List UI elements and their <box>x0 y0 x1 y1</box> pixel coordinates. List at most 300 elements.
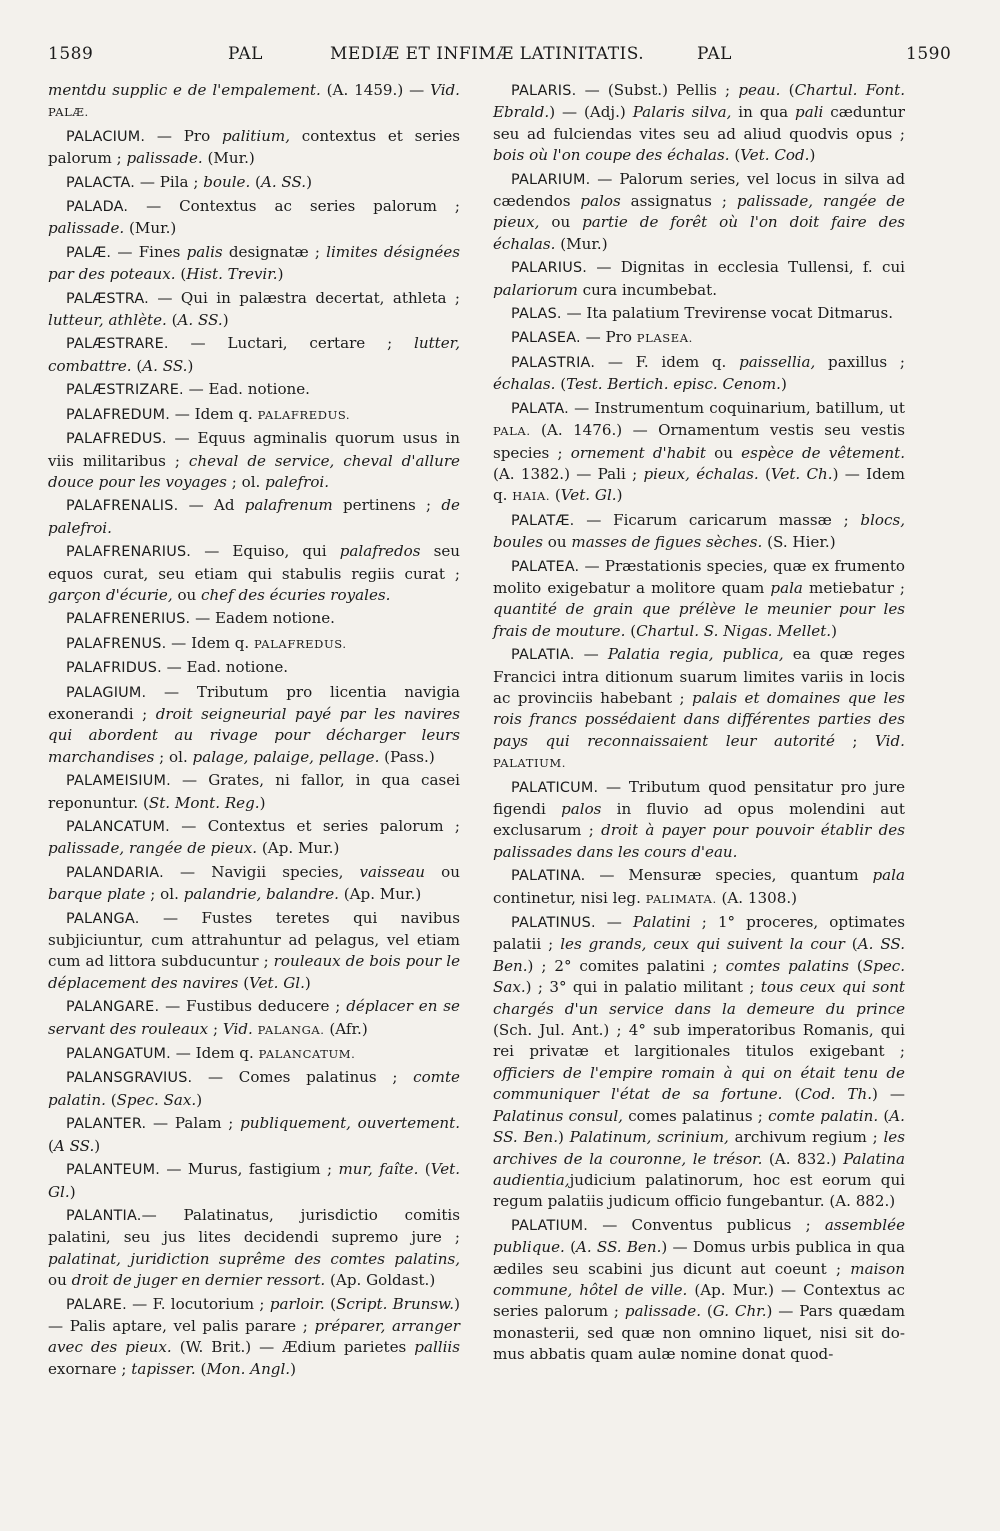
entry-text: (Sch. Jul. Ant.) ; 4° sub imperatoribus Romanis, qui rei privatæ et largitionales titulos exigebant ; <box>493 1021 905 1061</box>
cross-reference: PLASEA. <box>636 331 693 346</box>
dictionary-entry <box>48 333 460 377</box>
entry-text: (A. 1476.) — Ornamentum vestis seu vestis species ; <box>493 421 905 462</box>
french-gloss: vaisseau <box>359 862 426 881</box>
french-gloss: palandrie, balandre. <box>183 885 339 904</box>
dictionary-entry <box>48 862 460 906</box>
running-head-right: PAL <box>697 44 732 64</box>
french-gloss: palissade. <box>48 219 125 238</box>
entry-headword: PALAMEISIUM. <box>66 773 171 790</box>
entry-text: ( <box>758 464 771 483</box>
entry-text: in fluvio ad opus molendini aut exclusarum ; <box>493 800 905 840</box>
entry-text: ) <box>222 311 229 330</box>
french-gloss: assemblée publique. <box>493 1215 905 1257</box>
french-gloss: garçon d'écurie, <box>48 585 173 604</box>
entry-text: — Eadem notione. <box>190 609 335 628</box>
running-head-left: PAL <box>228 44 263 64</box>
entry-text: ) — <box>872 1085 906 1104</box>
french-gloss: pieux, échalas. <box>643 464 759 483</box>
entry-text: contextus et series palorum ; <box>48 126 460 168</box>
french-gloss: Vet. Gl. <box>560 486 617 505</box>
french-gloss: bois où l'on coupe des échalas. <box>493 146 730 165</box>
entry-text: — <box>595 913 633 932</box>
dictionary-entry <box>48 770 460 814</box>
french-gloss: A. SS. <box>142 356 188 375</box>
french-gloss: palissade, rangée de pieux, <box>493 192 905 232</box>
french-gloss: les archives de la couronne, le trésor. <box>493 1128 905 1168</box>
french-gloss: de palefroi. <box>48 496 460 537</box>
french-gloss: palafredos <box>339 542 421 561</box>
dictionary-entry <box>48 379 460 401</box>
french-gloss: palis <box>186 242 223 261</box>
entry-text: ) <box>304 973 311 992</box>
french-gloss: Vid. <box>430 81 460 99</box>
page-number-right: 1590 <box>906 44 952 64</box>
french-gloss: comtes palatins <box>725 956 849 975</box>
entry-headword: PALAFRENERIUS. <box>66 611 191 628</box>
entry-text: — Idem q. <box>169 404 258 423</box>
entry-text: ) <box>277 265 284 284</box>
dictionary-entry <box>48 1043 460 1065</box>
entry-headword: PALATIUM. <box>511 1217 589 1234</box>
entry-headword: PALARE. <box>66 1296 127 1313</box>
entry-text: ) <box>290 1359 296 1378</box>
entry-text: ou <box>48 1271 72 1290</box>
dictionary-entry <box>48 1113 460 1157</box>
entry-text: ) <box>259 793 266 812</box>
cross-reference: PALA. <box>493 424 531 439</box>
french-gloss: palariorum <box>493 280 578 299</box>
cross-reference: PALIMATA. <box>645 891 717 906</box>
entry-headword: PALANDARIA. <box>66 864 164 881</box>
french-gloss: A. SS. <box>177 311 223 330</box>
entry-text: ) — Domus urbis publica in qua ædiles seu scabini jus dicunt aut coeunt ; <box>493 1238 906 1278</box>
french-gloss: tous ceux qui sont chargés d'un service dans la demeure du prince <box>493 978 905 1018</box>
entry-text: ou <box>425 862 460 881</box>
french-gloss: A. SS. Ben. <box>493 1106 905 1147</box>
french-gloss: lutteur, athlète. <box>48 311 167 330</box>
entry-text: ( <box>780 81 795 99</box>
dictionary-entry <box>493 398 905 508</box>
entry-text: ( <box>250 172 261 191</box>
entry-headword: PALÆ. <box>66 244 112 261</box>
entry-headword: PALATIA. <box>511 647 575 664</box>
entry-text: ( <box>782 1085 801 1104</box>
entry-text: ) <box>306 172 312 191</box>
entry-text: paxillus ; <box>815 352 905 371</box>
entry-text: ( <box>701 1302 713 1321</box>
french-gloss: Palatina audientia, <box>493 1149 905 1189</box>
french-gloss: déplacer en se servant des rouleaux <box>48 997 460 1038</box>
french-gloss: pali <box>795 103 824 122</box>
dictionary-entry <box>48 288 460 332</box>
entry-headword: PALARIS. <box>511 83 577 99</box>
entry-text: ) <box>94 1136 101 1155</box>
entry-headword: PALACTA. <box>66 174 136 191</box>
entry-headword: PALAGIUM. <box>66 684 147 701</box>
cross-reference: PALAFREDUS. <box>254 636 347 651</box>
french-gloss: tapisser. <box>131 1359 196 1378</box>
dictionary-entry <box>48 657 460 679</box>
entry-text: — Mensuræ species, quantum <box>585 866 873 885</box>
french-gloss: Palatia regia, publica, <box>607 645 784 664</box>
entry-text: exornare ; <box>48 1359 132 1378</box>
dictionary-entry <box>493 169 905 256</box>
running-head-center: MEDIÆ ET INFIMÆ LATINITATIS. <box>330 44 645 64</box>
entry-headword: PALATINA. <box>511 868 586 885</box>
french-gloss: St. Mont. Reg. <box>148 793 260 812</box>
entry-text: — Tributum quod pensitatur pro jure figendi <box>493 777 905 818</box>
french-gloss: Hist. Trevir. <box>186 265 278 284</box>
entry-text: — Palam ; <box>146 1114 241 1133</box>
entry-text: ) <box>196 1090 203 1109</box>
entry-text: ) <box>780 375 787 394</box>
entry-text: — Contextus et series palorum ; <box>169 817 460 835</box>
entry-headword: PALATA. <box>511 400 569 417</box>
entry-text: — Murus, fastigium ; <box>159 1160 339 1179</box>
dictionary-entry <box>48 1067 460 1111</box>
french-gloss: publiquement, ouvertement. <box>240 1114 460 1133</box>
entry-headword: PALARIUS. <box>511 260 588 277</box>
dictionary-entry <box>48 1159 460 1203</box>
entry-text: designatæ ; <box>222 242 327 261</box>
french-gloss: palissade, rangée de pieux. <box>48 839 258 858</box>
entry-text: — Ficarum caricarum massæ ; <box>574 510 861 529</box>
dictionary-entry <box>48 80 460 124</box>
french-gloss: comte palatin. <box>48 1068 460 1109</box>
entry-text: ) — Pars quædam monasterii, sed quæ non omnino liquet, nisi sit domus abbatis quam aulæ nomine donat quod- <box>493 1302 906 1364</box>
entry-text: — Grates, ni fallor, in qua casei reponuntur. ( <box>48 771 460 812</box>
french-gloss: Palatini <box>632 913 691 932</box>
entry-text: (Mur.) <box>555 234 608 253</box>
entry-text: ) <box>558 1128 570 1147</box>
entry-text: — Qui in palæstra decertat, athleta ; <box>148 288 460 307</box>
entry-text: — F. locutorium ; <box>126 1294 270 1313</box>
entry-text: — <box>574 645 608 664</box>
dictionary-entry <box>48 908 460 995</box>
entry-text: (Ap. Mur.) <box>257 839 340 858</box>
entry-text: ( <box>105 1090 117 1109</box>
dictionary-entry <box>48 428 460 493</box>
french-gloss: mentdu supplic e de l'empalement. <box>48 81 321 99</box>
french-gloss: masses de figues sèches. <box>571 533 763 552</box>
entry-headword: PALAS. <box>511 306 562 323</box>
entry-text: ; ol. <box>154 747 193 766</box>
french-gloss: barque plate <box>48 885 146 904</box>
entry-text: ( <box>844 935 858 954</box>
dictionary-entry <box>48 1294 460 1381</box>
entry-headword: PALATINUS. <box>511 915 596 932</box>
entry-text: ) — Palis aptare, vel palis parare ; <box>48 1294 460 1335</box>
entry-headword: PALANCATUM. <box>66 819 170 835</box>
french-gloss: Vid. <box>222 1019 253 1038</box>
french-gloss: peau. <box>738 81 781 99</box>
french-gloss: palissade. <box>126 149 203 168</box>
entry-text: ( <box>48 1136 54 1155</box>
french-gloss: mur, faîte. <box>338 1160 419 1179</box>
entry-text: ( <box>195 1359 207 1378</box>
entry-text: ; <box>208 1019 223 1038</box>
french-gloss: comte palatin. <box>768 1106 879 1125</box>
french-gloss: chef des écuries royales. <box>201 585 391 604</box>
dictionary-entry <box>48 404 460 426</box>
french-gloss: palefroi. <box>265 472 330 491</box>
entry-text: ) <box>809 146 816 165</box>
entry-text: ; <box>834 731 876 750</box>
french-gloss: maison commune, hôtel de ville. <box>493 1259 905 1299</box>
entry-headword: PALASTRIA. <box>511 354 596 371</box>
entry-headword: PALANGARE. <box>66 999 160 1016</box>
entry-text: ou <box>539 213 583 232</box>
dictionary-entry <box>48 495 460 539</box>
entry-text: — Navigii species, <box>163 862 360 881</box>
dictionary-entry <box>48 996 460 1041</box>
entry-text: — Equiso, qui <box>191 542 340 561</box>
french-gloss: droit seigneurial payé par les navires qui abordent au rivage pour décharger leurs marchandises <box>48 704 460 766</box>
entry-text: ; ol. <box>145 885 184 904</box>
entry-text: — Fustibus deducere ; <box>159 997 347 1016</box>
cross-reference: PALANCATUM. <box>258 1047 356 1062</box>
french-gloss: Cod. Th. <box>800 1085 873 1104</box>
entry-headword: PALAFRENARIUS. <box>66 544 192 561</box>
cross-reference: HAIA. <box>512 489 551 504</box>
french-gloss: Palatinus consul, <box>493 1106 623 1125</box>
entry-headword: PALASEA. <box>511 330 581 347</box>
entry-text: ; ol. <box>226 472 266 491</box>
entry-text: ( <box>555 375 567 394</box>
entry-text: cæduntur seu ad fulciendas vites seu ad aliud quodvis opus ; <box>493 103 906 143</box>
french-gloss: Palatinum, scrinium, <box>569 1128 729 1147</box>
entry-headword: PALATICUM. <box>511 779 599 796</box>
entry-text: ( <box>878 1106 890 1125</box>
entry-text: — Luctari, certare ; <box>168 334 415 353</box>
entry-text: ) — (Adj.) <box>549 103 633 122</box>
entry-text: — Palatinatus, jurisdictio comitis palatini, seu jus lites decidendi supremo jure ; <box>48 1205 460 1247</box>
french-gloss: palafrenum <box>244 496 333 515</box>
entry-text: — Ad <box>178 496 245 515</box>
french-gloss: palos <box>561 800 602 818</box>
entry-text: ) <box>69 1182 76 1201</box>
entry-text: — Ita palatium Trevirense vocat Ditmarus. <box>561 304 894 323</box>
french-gloss: palage, palaige, pellage. <box>192 747 380 766</box>
entry-text: — Palorum series, vel locus in silva ad cædendos <box>493 169 905 211</box>
french-gloss: ornement d'habit <box>570 443 706 462</box>
entry-text: — Comes palatinus ; <box>192 1068 414 1087</box>
entry-text: ( <box>418 1160 431 1179</box>
entry-text: ou <box>542 533 572 552</box>
cross-reference: PALÆ. <box>48 105 89 120</box>
dictionary-entry <box>493 1215 905 1366</box>
entry-text: (S. Hier.) <box>762 533 836 552</box>
entry-text: ou <box>705 443 742 462</box>
entry-text: (A. 1308.) <box>716 888 798 907</box>
entry-text: — (Subst.) Pellis ; <box>576 81 739 99</box>
entry-text: (Ap. Mur.) — Contextus ac series palorum ; <box>493 1280 906 1321</box>
entry-headword: PALÆSTRIZARE. <box>66 382 184 399</box>
french-gloss: Spec. Sax. <box>116 1090 197 1109</box>
entry-text: ( <box>550 486 561 505</box>
french-gloss: partie de forêt où l'on doit faire des échalas. <box>493 213 906 253</box>
entry-text: — Pro <box>580 328 637 347</box>
entry-headword: PALÆSTRARE. <box>66 336 169 353</box>
french-gloss: Vet. Gl. <box>249 973 305 992</box>
entry-text: (W. Brit.) — Ædium parietes <box>171 1338 415 1357</box>
dictionary-entry <box>493 865 905 910</box>
entry-text: (A. 832.) <box>762 1149 844 1168</box>
entry-text: seu equos curat, seu etiam qui stabulis regiis curat ; <box>48 542 460 583</box>
entry-text: ) ; 3° qui in palatio militant ; <box>525 978 761 997</box>
entry-text: judicium palatinorum, hoc est eorum qui regum palatiis judicum officio fungebantur. (A. 882.) <box>493 1170 905 1211</box>
right-column <box>493 80 905 1368</box>
entry-text: ( <box>166 311 178 330</box>
entry-text: — Tributum pro licentia navigia exonerandi ; <box>48 682 460 723</box>
entry-headword: PALATEA. <box>511 558 580 575</box>
entry-text: — Idem q. <box>170 1044 259 1063</box>
french-gloss: Vid. <box>875 731 905 750</box>
french-gloss: Vet. Cod. <box>740 146 810 165</box>
dictionary-entry <box>493 352 905 396</box>
entry-headword: PALAFRENALIS. <box>66 498 179 515</box>
cross-reference: PALANGA. <box>257 1022 325 1037</box>
french-gloss: échalas. <box>493 375 556 394</box>
entry-text: archivum regium ; <box>728 1128 884 1147</box>
entry-text: ) <box>616 486 623 505</box>
french-gloss: G. Chr. <box>712 1302 767 1321</box>
cross-reference: PALATIUM. <box>493 756 567 771</box>
entry-text: — Fustes teretes qui navibus subjiciuntur, cum attrahuntur ad pelagus, vel etiam cum ad littora subducuntur ; <box>48 908 460 971</box>
french-gloss: A. SS. <box>260 172 307 191</box>
entry-text: ( <box>564 1238 576 1257</box>
entry-text: ea quæ reges Francici intra ditionum suarum limites variis in locis ac provinciis habebant ; <box>493 645 905 707</box>
dictionary-entry <box>493 644 905 774</box>
page-number-left: 1589 <box>48 44 94 64</box>
french-gloss: espèce de vêtement. <box>741 443 906 462</box>
dictionary-entry <box>48 682 460 769</box>
entry-text: — Pila ; <box>135 172 204 191</box>
entry-text: ou <box>172 585 202 604</box>
french-gloss: parloir. <box>269 1294 325 1313</box>
entry-text: (Pass.) <box>379 747 435 766</box>
entry-text: — Pro <box>145 126 222 145</box>
entry-headword: PALANTER. <box>66 1116 147 1133</box>
french-gloss: Script. Brunsw. <box>336 1294 455 1313</box>
entry-text: — Equus agminalis quorum usus in viis militaribus ; <box>48 429 460 470</box>
dictionary-entry <box>493 912 905 1213</box>
french-gloss: droit de juger en dernier ressort. <box>71 1271 326 1290</box>
entry-text: — Dignitas in ecclesia Tullensi, f. cui <box>587 258 905 277</box>
entry-text: ( <box>324 1294 337 1313</box>
entry-text: ) — Idem q. <box>493 464 905 505</box>
entry-headword: PALANGATUM. <box>66 1046 171 1063</box>
french-gloss: palais et domaines que les rois francs possédaient dans différentes parties des pays qui reconnaissaient leur autorité <box>493 688 905 750</box>
french-gloss: A. SS. Ben. <box>493 935 906 975</box>
dictionary-entry <box>48 1205 460 1292</box>
running-header <box>0 44 1000 72</box>
dictionary-entry <box>48 541 460 606</box>
french-gloss: A SS. <box>53 1136 95 1155</box>
dictionary-entry <box>48 126 460 170</box>
french-gloss: A. SS. Ben. <box>575 1238 662 1257</box>
dictionary-entry <box>48 196 460 240</box>
french-gloss: pala <box>872 866 905 885</box>
french-gloss: officiers de l'empire romain à qui on était tenu de communiquer l'état de sa fortune. <box>493 1063 905 1104</box>
french-gloss: préparer, arranger avec des pieux. <box>48 1316 461 1357</box>
entry-text: — Contextus ac series palorum ; <box>128 197 460 216</box>
french-gloss: palissade. <box>624 1302 702 1321</box>
entry-headword: PALAFRENUS. <box>66 635 167 652</box>
entry-headword: PALAFREDUS. <box>66 431 167 448</box>
entry-text: continetur, nisi leg. <box>493 888 646 907</box>
entry-text: cura incumbebat. <box>577 280 718 299</box>
entry-text: ( <box>625 621 637 640</box>
entry-headword: PALANGA. <box>66 910 140 927</box>
french-gloss: droit à payer pour pouvoir établir des palissades dans les cours d'eau. <box>493 821 905 861</box>
french-gloss: palliis <box>414 1338 460 1357</box>
french-gloss: Mon. Angl. <box>206 1359 291 1378</box>
entry-text: comes palatinus ; <box>622 1106 769 1125</box>
entry-headword: PALADA. <box>66 199 129 216</box>
entry-text: ( <box>238 973 250 992</box>
entry-headword: PALANTIA. <box>66 1207 142 1224</box>
french-gloss: Vet. Ch. <box>770 464 833 483</box>
french-gloss: lutter, combattre. <box>48 334 460 375</box>
dictionary-entry <box>48 816 460 860</box>
entry-text: — Fines <box>111 242 187 261</box>
french-gloss: blocs, boules <box>493 510 905 552</box>
french-gloss: Test. Bertich. episc. Cenom. <box>566 375 781 394</box>
entry-text: (Ap. Goldast.) <box>325 1271 436 1290</box>
entry-text: ) <box>831 621 837 640</box>
french-gloss: palitium, <box>221 126 291 145</box>
entry-text: (A. 1459.) — <box>320 81 431 99</box>
entry-text: pertinens ; <box>332 496 442 515</box>
french-gloss: quantité de grain que prélève le meunier pour les frais de mouture. <box>493 600 905 640</box>
entry-headword: PALANTEUM. <box>66 1162 160 1179</box>
french-gloss: boule. <box>203 172 251 191</box>
entry-text: (Ap. Mur.) <box>338 885 422 904</box>
entry-text: (A. 1382.) — Pali ; <box>493 464 644 483</box>
entry-text: assignatus ; <box>620 192 737 211</box>
dictionary-entry <box>48 242 460 286</box>
entry-text: ( <box>849 956 863 975</box>
dictionary-entry <box>493 777 905 864</box>
entry-text: ) ; 2° comites palatini ; <box>527 956 726 975</box>
entry-text: — Instrumentum coquinarium, batillum, ut <box>568 398 905 417</box>
entry-text: — Idem q. <box>166 633 254 652</box>
french-gloss: Chartul. S. Nigas. Mellet. <box>636 621 832 640</box>
french-gloss: limites désignées par des poteaux. <box>48 242 461 284</box>
entry-text: (Afr.) <box>324 1019 368 1038</box>
entry-text: ( <box>131 356 143 375</box>
entry-headword: PALÆSTRA. <box>66 290 149 307</box>
french-gloss: rouleaux de bois pour le déplacement des navires <box>48 952 460 992</box>
french-gloss: palos <box>580 192 621 211</box>
french-gloss: Vet. Gl. <box>48 1160 460 1201</box>
dictionary-entry <box>493 80 905 167</box>
left-column <box>48 80 460 1382</box>
dictionary-entry <box>48 633 460 655</box>
dictionary-entry <box>48 172 460 194</box>
cross-reference: PALAFREDUS. <box>257 407 351 422</box>
french-gloss: Chartul. Font. Ebrald. <box>493 81 906 122</box>
dictionary-entry <box>493 510 905 554</box>
dictionary-entry <box>493 556 905 643</box>
entry-text: ( <box>175 265 187 284</box>
entry-text: — Præstationis species, quæ ex frumento molito exigebatur a molitore quam <box>493 556 905 597</box>
entry-headword: PALANSGRAVIUS. <box>66 1070 193 1087</box>
dictionary-entry <box>48 608 460 630</box>
entry-text: ( <box>729 146 741 165</box>
entry-headword: PALATÆ. <box>511 512 575 529</box>
